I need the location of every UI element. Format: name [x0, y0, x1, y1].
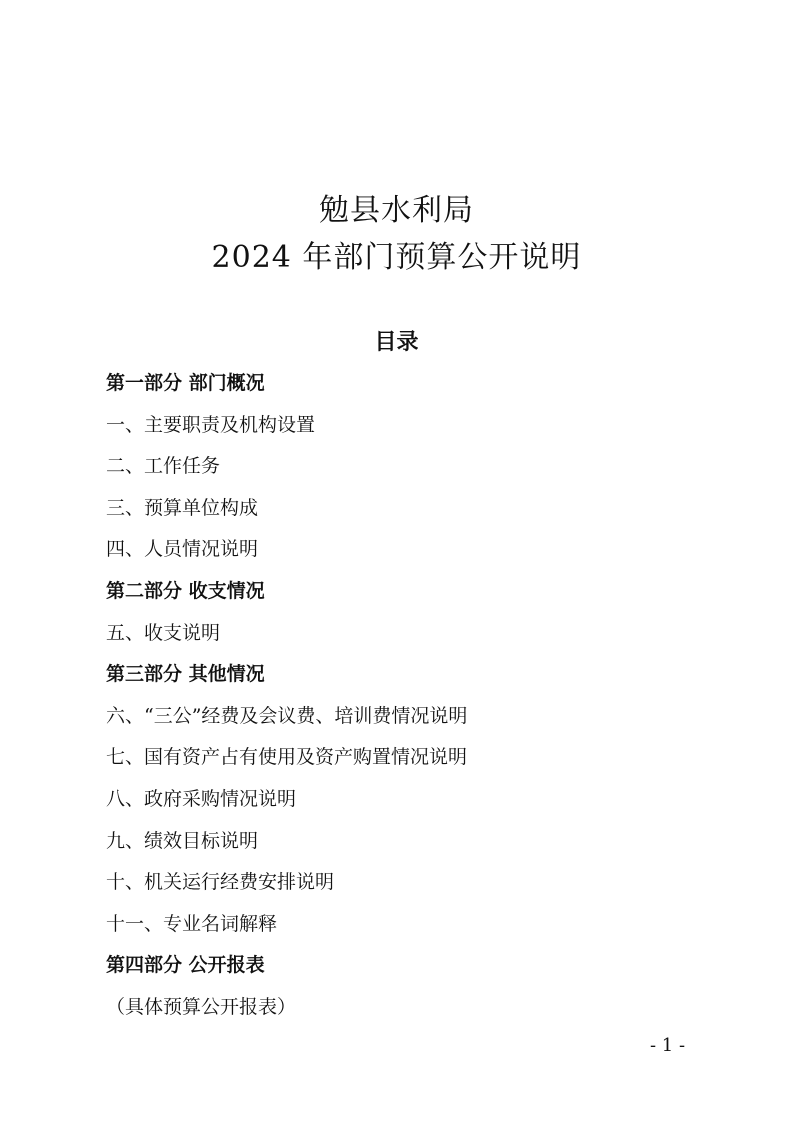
toc-item-11: 十一、专业名词解释 — [106, 912, 278, 935]
toc-item-3: 三、预算单位构成 — [106, 496, 259, 519]
document-title-org: 勉县水利局 — [319, 193, 474, 228]
toc-item-10: 十、机关运行经费安排说明 — [106, 871, 335, 894]
toc-heading: 目录 — [374, 329, 419, 355]
toc-item-2: 二、工作任务 — [106, 455, 221, 478]
page-number: - 1 - — [650, 1035, 686, 1056]
toc-part-1: 第一部分 部门概况 — [106, 372, 265, 394]
toc-item-6: 六、“三公”经费及会议费、培训费情况说明 — [106, 704, 468, 727]
table-of-contents — [106, 366, 706, 1032]
toc-item-report-note: （具体预算公开报表） — [106, 995, 297, 1018]
toc-item-7: 七、国有资产占有使用及资产购置情况说明 — [106, 746, 468, 769]
toc-part-4: 第四部分 公开报表 — [106, 954, 265, 977]
toc-item-1: 一、主要职责及机构设置 — [106, 413, 316, 436]
document-title-main: 2024 年部门预算公开说明 — [211, 240, 582, 275]
toc-part-2: 第二部分 收支情况 — [106, 579, 265, 602]
toc-item-5: 五、收支说明 — [106, 621, 221, 644]
toc-item-4: 四、人员情况说明 — [106, 538, 259, 561]
toc-item-8: 八、政府采购情况说明 — [106, 787, 297, 810]
toc-part-3: 第三部分 其他情况 — [106, 663, 265, 686]
toc-item-9: 九、绩效目标说明 — [106, 829, 259, 852]
